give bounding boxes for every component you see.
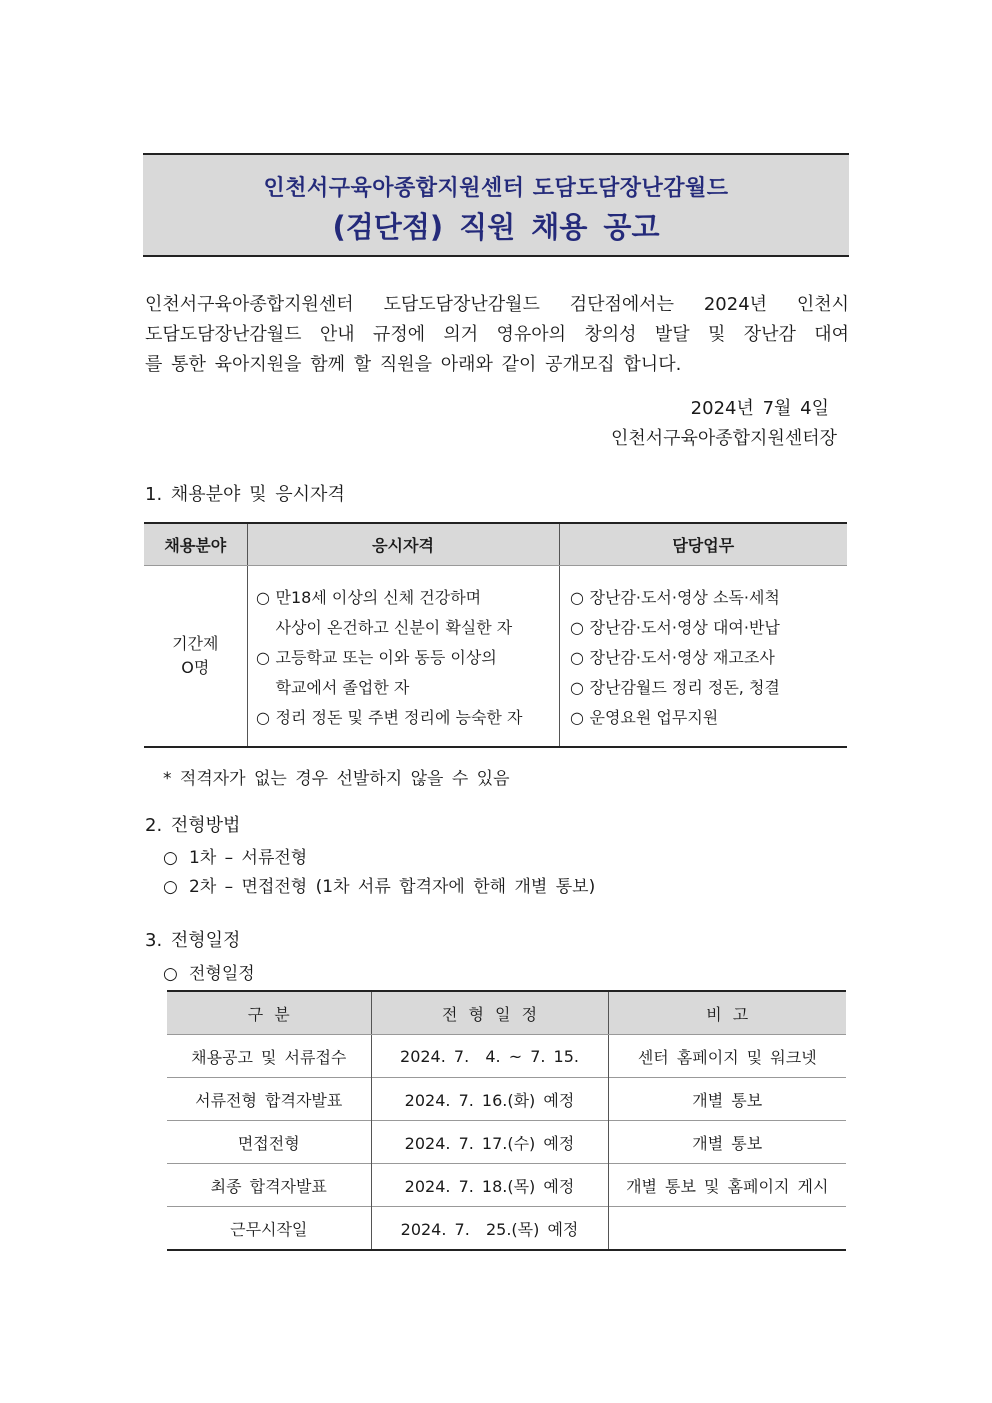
intro-line: 를 통한 육아지원을 함께 할 직원을 아래와 같이 공개모집 합니다. (145, 354, 682, 375)
table-cell: 면접전형 (167, 1121, 371, 1164)
list-item (565, 643, 848, 673)
table-cell: 2024. 7. 16.(화) 예정 (371, 1078, 608, 1121)
table-row (167, 1078, 846, 1121)
table-row (167, 1164, 846, 1207)
section-1-heading: 1. 채용분야 및 응시자격 (145, 484, 345, 505)
circle-bullet-icon: ○ (163, 964, 178, 984)
title-line-2: (검단점) 직원 채용 공고 (332, 210, 660, 244)
table-cell: 개별 통보 (608, 1121, 846, 1164)
table-header-cell: 전 형 일 정 (371, 991, 608, 1035)
disqualification-note: * 적격자가 없는 경우 선발하지 않을 수 있음 (163, 769, 510, 789)
table-cell (608, 1207, 846, 1251)
intro-paragraph (145, 290, 849, 380)
list-item (565, 673, 848, 703)
list-item (565, 583, 848, 613)
table-cell: 서류전형 합격자발표 (167, 1078, 371, 1121)
table-header-row (167, 991, 846, 1035)
list-item-text: 장난감·도서·영상 소독·세척 (589, 588, 780, 607)
circle-bullet-icon: ○ (256, 588, 270, 607)
table-cell: 개별 통보 (608, 1078, 846, 1121)
table-header-cell: 담당업무 (559, 523, 847, 566)
schedule-table (167, 990, 846, 1251)
list-item (163, 843, 307, 868)
intro-line: 인천서구육아종합지원센터 도담도담장난감월드 검단점에서는 2024년 인천시 (145, 294, 849, 315)
list-item-text: 장난감월드 정리 정돈, 청결 (589, 678, 780, 697)
circle-bullet-icon: ○ (570, 708, 584, 727)
table-cell: 2024. 7. 25.(목) 예정 (371, 1207, 608, 1251)
recruitment-table (144, 522, 847, 748)
list-item (251, 673, 559, 703)
list-item (251, 613, 559, 643)
list-item-text: 사상이 온건하고 신분이 확실한 자 (275, 618, 513, 637)
circle-bullet-icon: ○ (570, 588, 584, 607)
field-line: O명 (181, 658, 210, 677)
list-item-text: 학교에서 졸업한 자 (275, 678, 410, 697)
field-line: 기간제 (172, 634, 219, 653)
bullet-spacer (251, 613, 276, 643)
circle-bullet-icon: ○ (570, 648, 584, 667)
table-cell: 근무시작일 (167, 1207, 371, 1251)
list-item-text: 전형일정 (189, 964, 255, 984)
qualifications-cell (247, 566, 559, 748)
list-item (163, 959, 255, 984)
list-item-text: 장난감·도서·영상 대여·반납 (589, 618, 780, 637)
table-cell: 2024. 7. 18.(목) 예정 (371, 1164, 608, 1207)
table-cell: 채용공고 및 서류접수 (167, 1035, 371, 1078)
table-row (167, 1121, 846, 1164)
bullet-spacer (251, 673, 276, 703)
list-item (565, 613, 848, 643)
list-item-text: 2차 – 면접전형 (1차 서류 합격자에 한해 개별 통보) (189, 877, 596, 897)
list-item (251, 643, 559, 673)
list-item (251, 583, 559, 613)
table-cell: 센터 홈페이지 및 워크넷 (608, 1035, 846, 1078)
table-row (167, 1207, 846, 1251)
table-header-row (144, 523, 847, 566)
table-header-cell: 구 분 (167, 991, 371, 1035)
table-header-cell: 응시자격 (247, 523, 559, 566)
list-item-text: 정리 정돈 및 주변 정리에 능숙한 자 (275, 708, 523, 727)
title-line-1: 인천서구육아종합지원센터 도담도담장난감월드 (263, 176, 729, 201)
table-header-cell: 채용분야 (144, 523, 247, 566)
table-header-cell: 비 고 (608, 991, 846, 1035)
list-item-text: 장난감·도서·영상 재고조사 (589, 648, 775, 667)
list-item-text: 1차 – 서류전형 (189, 848, 308, 868)
title-box (143, 153, 849, 257)
duties-cell (559, 566, 847, 748)
signature: 인천서구육아종합지원센터장 (610, 428, 837, 449)
list-item (565, 703, 848, 733)
section-3-heading: 3. 전형일정 (145, 930, 241, 951)
list-item (251, 703, 559, 733)
circle-bullet-icon: ○ (163, 848, 178, 868)
circle-bullet-icon: ○ (570, 678, 584, 697)
list-item-text: 운영요원 업무지원 (589, 708, 719, 727)
table-row (167, 1035, 846, 1078)
table-cell: 개별 통보 및 홈페이지 게시 (608, 1164, 846, 1207)
circle-bullet-icon: ○ (570, 618, 584, 637)
field-cell (144, 566, 247, 748)
circle-bullet-icon: ○ (256, 648, 270, 667)
intro-line: 도담도담장난감월드 안내 규정에 의거 영유아의 창의성 발달 및 장난감 대여 (145, 324, 849, 345)
table-cell: 2024. 7. 17.(수) 예정 (371, 1121, 608, 1164)
table-cell: 최종 합격자발표 (167, 1164, 371, 1207)
table-cell: 2024. 7. 4. ~ 7. 15. (371, 1035, 608, 1078)
list-item (163, 872, 595, 897)
list-item-text: 고등학교 또는 이와 동등 이상의 (275, 648, 497, 667)
section-2-heading: 2. 전형방법 (145, 815, 241, 836)
announcement-date: 2024년 7월 4일 (690, 398, 829, 419)
list-item-text: 만18세 이상의 신체 건강하며 (275, 588, 482, 607)
table-row (144, 566, 847, 748)
circle-bullet-icon: ○ (163, 877, 178, 897)
circle-bullet-icon: ○ (256, 708, 270, 727)
